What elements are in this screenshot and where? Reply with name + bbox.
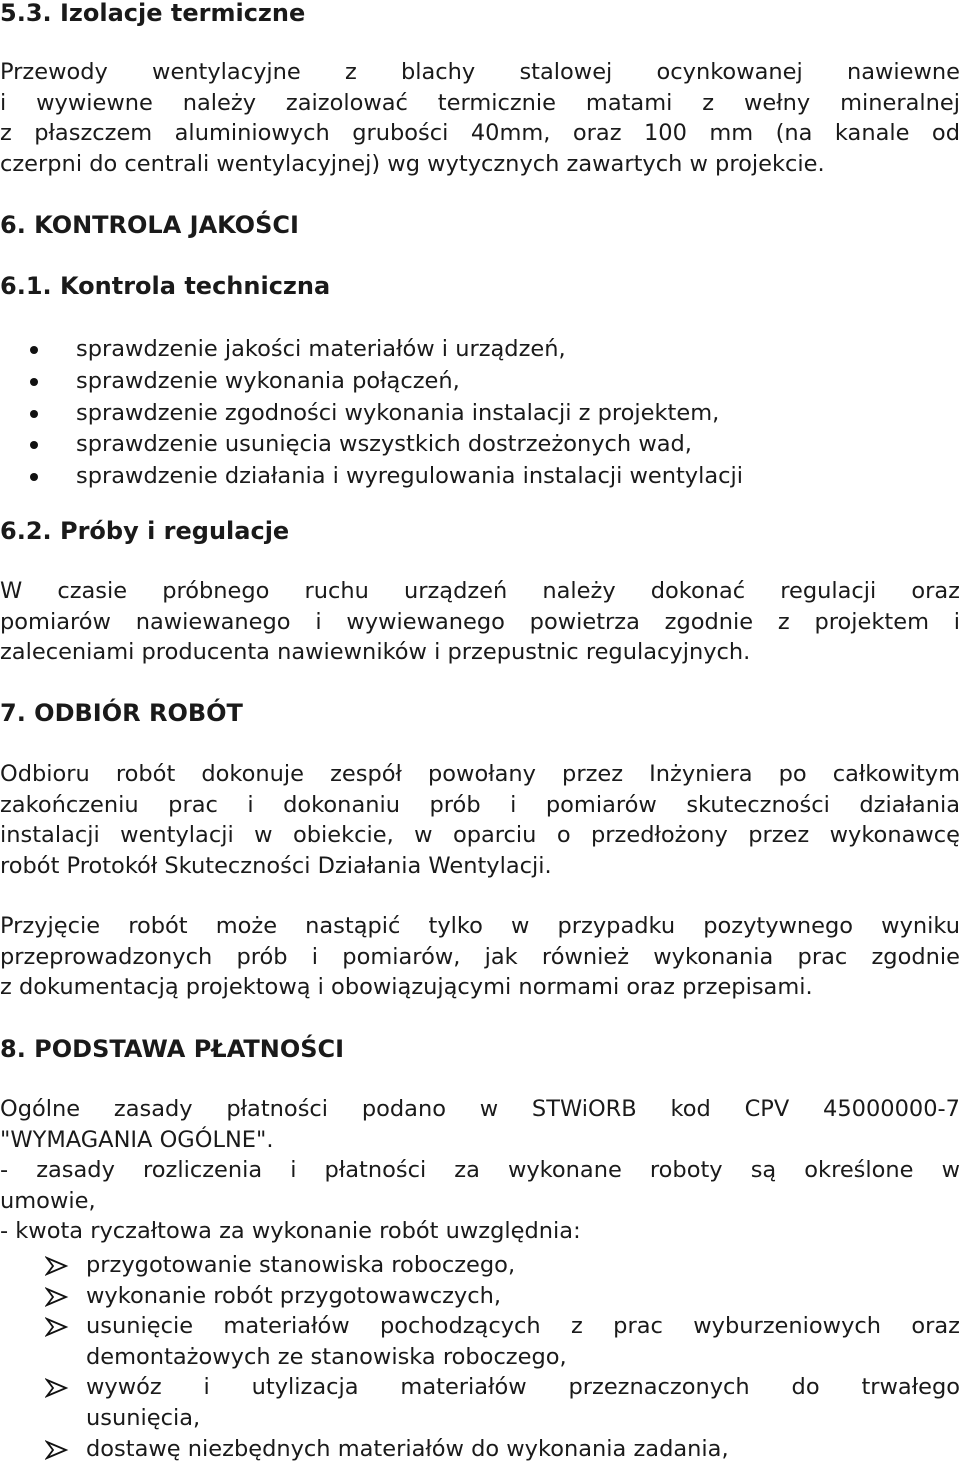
paragraph-line: W czasie próbnego ruchu urządzeń należy dokonać regulacji oraz: [0, 578, 960, 604]
list-item-text: sprawdzenie usunięcia wszystkich dostrzeżonych wad,: [76, 431, 692, 458]
paragraph-line: z dokumentacją projektową i obowiązującymi normami oraz przepisami.: [0, 974, 813, 1001]
arrowhead-bullet-icon: [45, 1440, 69, 1460]
paragraph-line: przeprowadzonych prób i pomiarów, jak również wykonania prac zgodnie: [0, 943, 960, 970]
arrowhead-bullet-icon: [45, 1256, 69, 1276]
paragraph-line: umowie,: [0, 1187, 96, 1214]
section-6-1-title: 6.1. Kontrola techniczna: [0, 272, 331, 300]
paragraph-line: - kwota ryczałtowa za wykonanie robót uwzględnia:: [0, 1218, 581, 1245]
list-item: [0, 366, 743, 398]
paragraph-line: pomiarów nawiewanego i wywiewanego powietrza zgodnie z projektem i: [0, 608, 960, 635]
list-item-text: przygotowanie stanowiska roboczego,: [86, 1252, 516, 1278]
paragraph-line: czerpni do centrali wentylacyjnej) wg wytycznych zawartych w projekcie.: [0, 150, 825, 177]
section-6-2-paragraph: [0, 576, 960, 668]
bullet-icon: [30, 346, 38, 354]
arrowhead-bullet-icon: [45, 1317, 69, 1337]
paragraph-line: - zasady rozliczenia i płatności za wykonane roboty są określone w: [0, 1157, 960, 1184]
list-item: [0, 334, 743, 366]
section-8-title: 8. PODSTAWA PŁATNOŚCI: [0, 1035, 345, 1063]
arrowhead-bullet-icon: [45, 1287, 69, 1307]
list-item-text: sprawdzenie działania i wyregulowania instalacji wentylacji: [76, 463, 744, 489]
list-item: [0, 1250, 960, 1281]
list-item: [0, 398, 743, 430]
list-item: [0, 429, 743, 461]
paragraph-line: Przewody wentylacyjne z blachy stalowej ocynkowanej nawiewne: [0, 59, 960, 85]
paragraph-line: instalacji wentylacji w obiekcie, w oparciu o przedłożony przez wykonawcę: [0, 822, 960, 849]
paragraph-line: robót Protokół Skuteczności Działania Wentylacji.: [0, 852, 552, 879]
list-item: [0, 1311, 960, 1372]
arrowhead-bullet-icon: [45, 1378, 69, 1398]
section-7-title: 7. ODBIÓR ROBÓT: [0, 699, 243, 727]
paragraph-line: "WYMAGANIA OGÓLNE".: [0, 1126, 274, 1153]
section-5-3-title: 5.3. Izolacje termiczne: [0, 0, 306, 27]
list-item-text: demontażowych ze stanowiska roboczego,: [86, 1343, 567, 1370]
bullet-icon: [30, 473, 38, 481]
section-6-2-title: 6.2. Próby i regulacje: [0, 517, 290, 545]
paragraph-line: Ogólne zasady płatności podano w STWiORB kod CPV 45000000-7: [0, 1096, 960, 1122]
paragraph-line: i wywiewne należy zaizolować termicznie matami z wełny mineralnej: [0, 89, 960, 116]
bullet-icon: [30, 441, 38, 449]
paragraph-line: zaleceniami producenta nawiewników i przepustnic regulacyjnych.: [0, 639, 751, 666]
paragraph-line: Odbioru robót dokonuje zespół powołany przez Inżyniera po całkowitym: [0, 761, 960, 787]
list-item-text: sprawdzenie zgodności wykonania instalacji z projektem,: [76, 399, 720, 426]
lump-sum-items-list: [0, 1250, 960, 1464]
section-7-paragraph-2: [0, 911, 960, 1003]
bullet-icon: [30, 410, 38, 418]
list-item-text: sprawdzenie wykonania połączeń,: [76, 367, 460, 394]
section-5-3-paragraph: [0, 57, 960, 179]
list-item-text: wywóz i utylizacja materiałów przeznaczonych do trwałego: [86, 1374, 960, 1401]
quality-check-list: [0, 334, 743, 493]
section-6-title: 6. KONTROLA JAKOŚCI: [0, 211, 299, 239]
list-item-text: wykonanie robót przygotowawczych,: [86, 1282, 501, 1309]
paragraph-line: z płaszczem aluminiowych grubości 40mm, oraz 100 mm (na kanale od: [0, 120, 960, 147]
paragraph-line: Przyjęcie robót może nastąpić tylko w przypadku pozytywnego wyniku: [0, 913, 960, 939]
list-item-text: dostawę niezbędnych materiałów do wykonania zadania,: [86, 1435, 729, 1462]
list-item-text: usunięcia,: [86, 1404, 201, 1431]
section-8-paragraph: [0, 1094, 960, 1247]
list-item-text: usunięcie materiałów pochodzących z prac wyburzeniowych oraz: [86, 1313, 960, 1340]
list-item: [0, 1372, 960, 1433]
paragraph-line: zakończeniu prac i dokonaniu prób i pomiarów skuteczności działania: [0, 791, 960, 818]
list-item-text: sprawdzenie jakości materiałów i urządzeń,: [76, 336, 566, 362]
list-item: [0, 461, 743, 493]
list-item: [0, 1434, 960, 1464]
list-item: [0, 1281, 960, 1312]
section-7-paragraph-1: [0, 759, 960, 881]
bullet-icon: [30, 378, 38, 386]
